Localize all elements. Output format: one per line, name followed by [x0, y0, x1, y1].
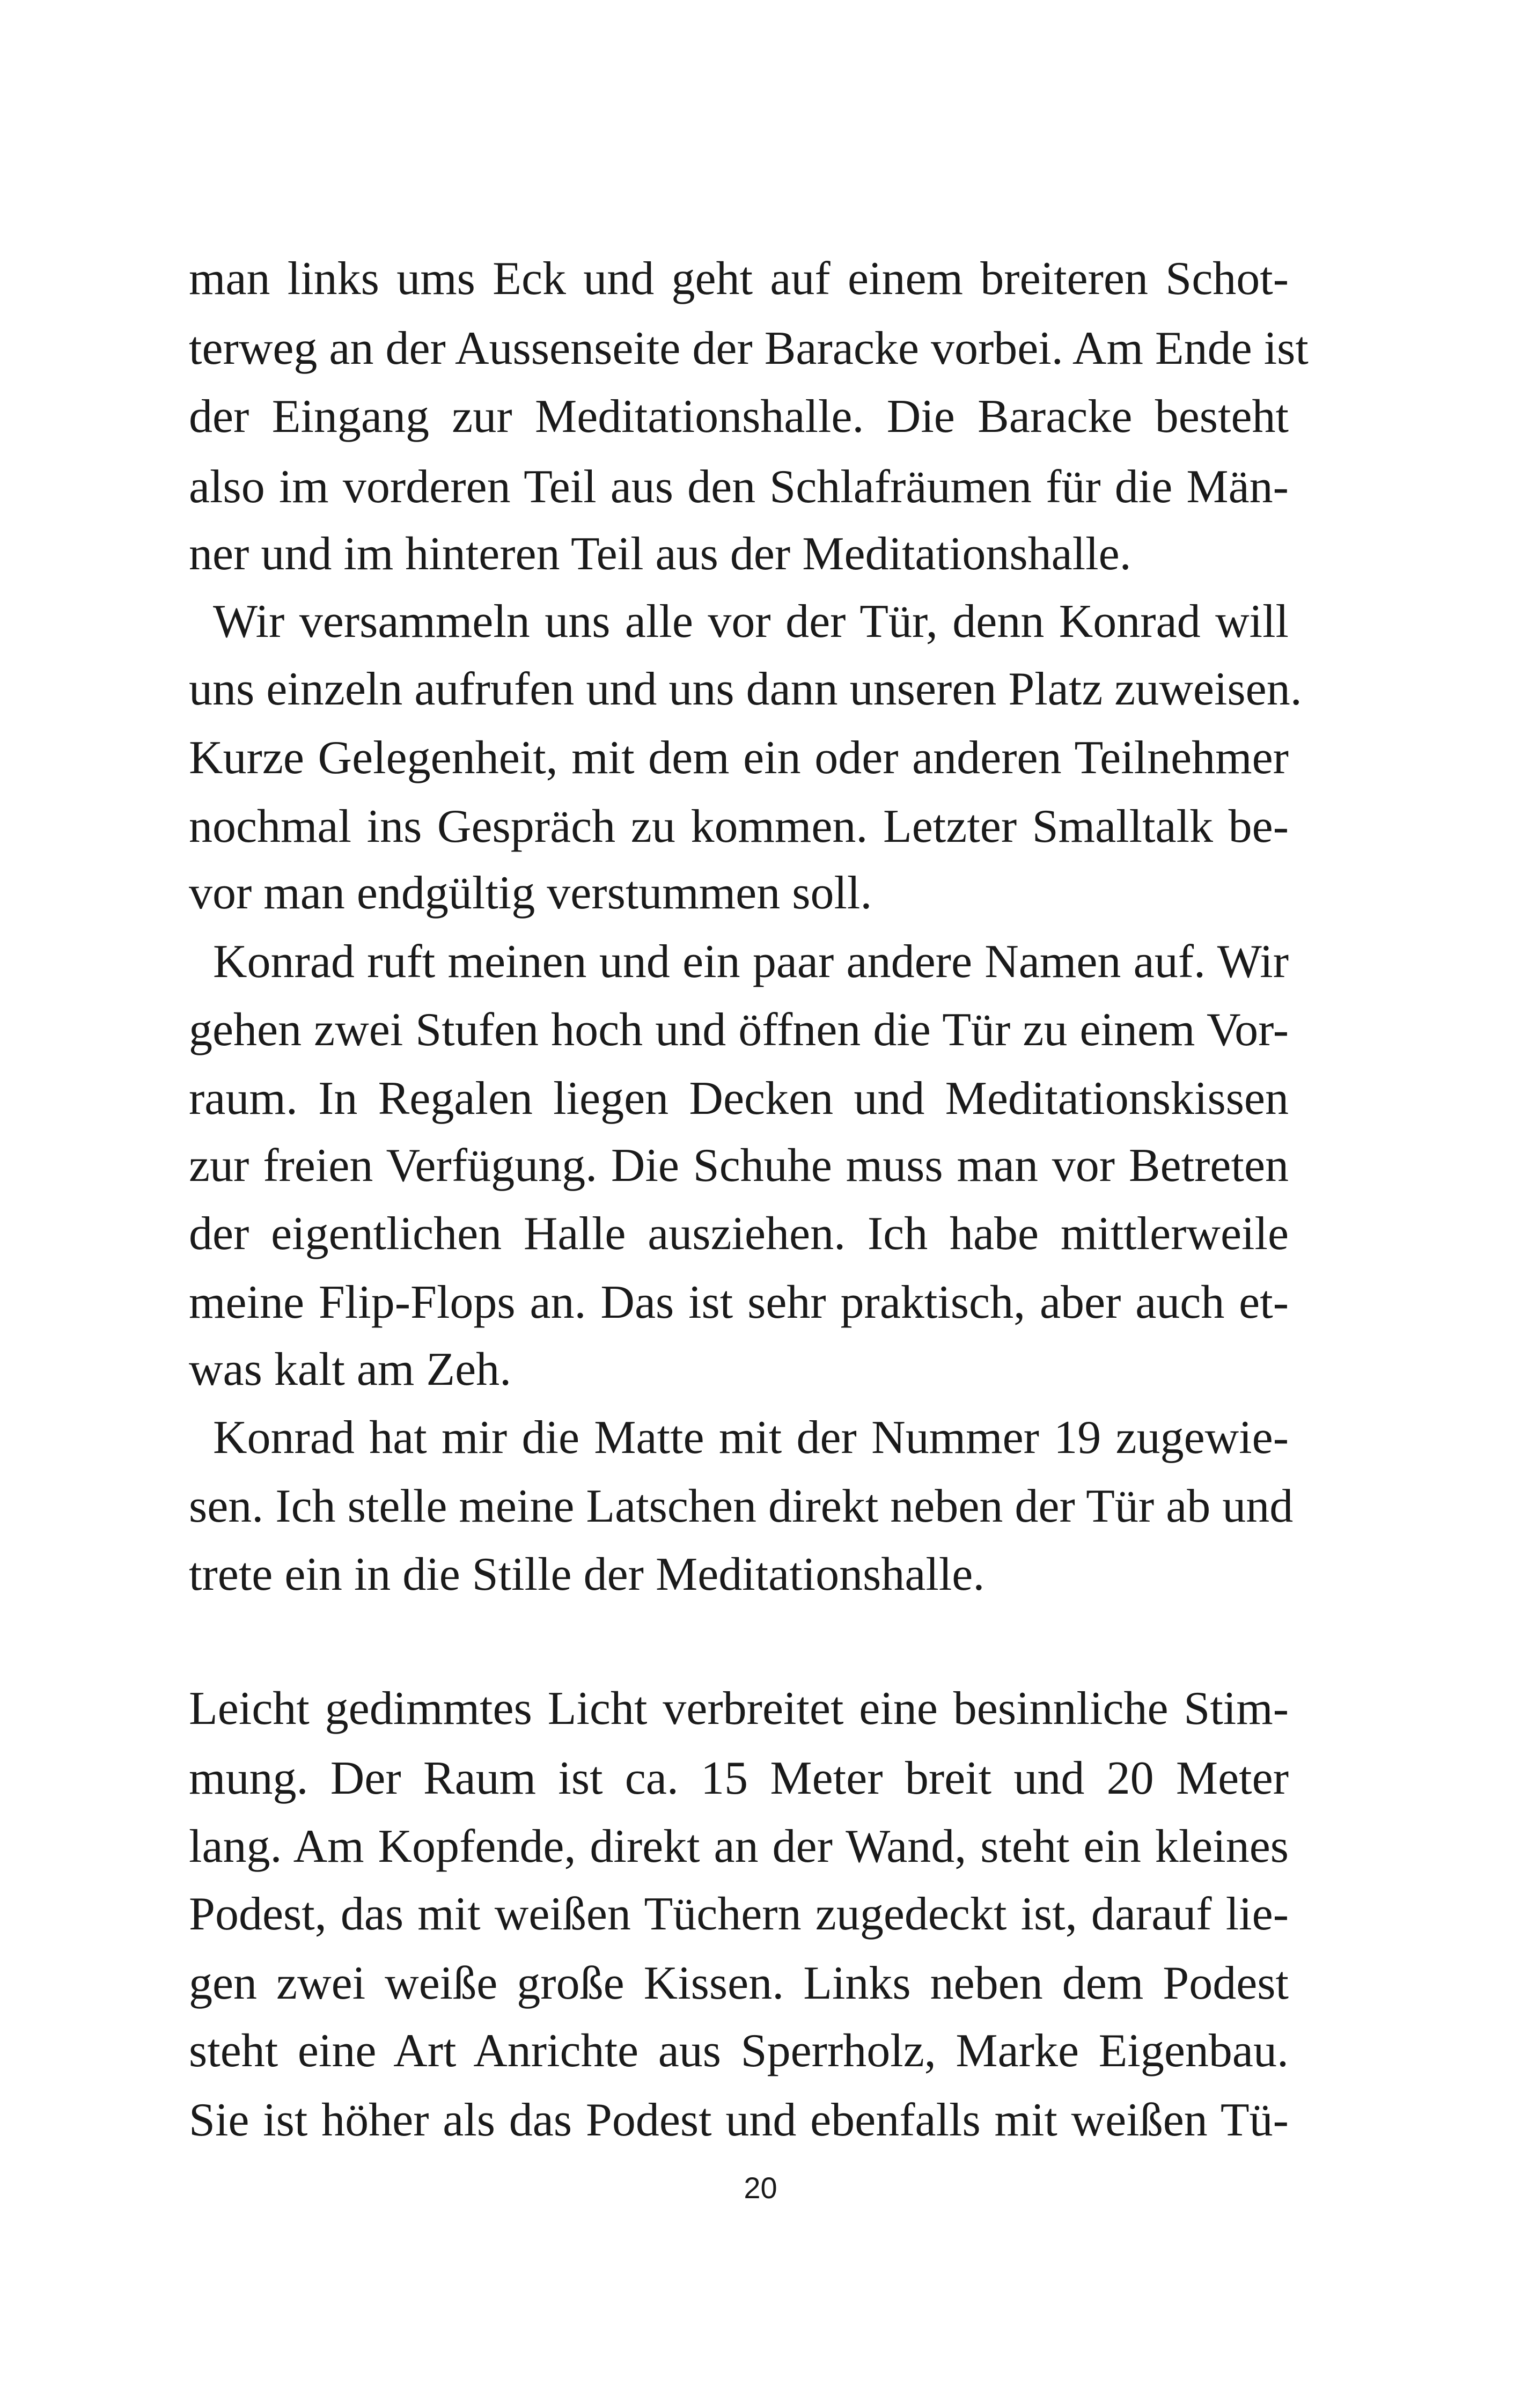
text-line: steht eine Art Anrichte aus Sperrholz, Marke Eigenbau.: [189, 2025, 1289, 2077]
page-number: 20: [744, 2171, 777, 2205]
text-line: sen. Ich stelle meine Latschen direkt neben der Tür ab und: [189, 1480, 1294, 1532]
text-line: vor man endgültig verstummen soll.: [189, 867, 872, 919]
text-line: ner und im hinteren Teil aus der Meditationshalle.: [189, 528, 1131, 580]
text-line: Wir versammeln uns alle vor der Tür, denn Konrad will: [213, 596, 1289, 648]
text-line: Konrad hat mir die Matte mit der Nummer 19 zugewie-: [213, 1412, 1289, 1464]
text-line: Podest, das mit weißen Tüchern zugedeckt ist, darauf lie-: [189, 1888, 1289, 1940]
text-line: was kalt am Zeh.: [189, 1344, 512, 1396]
text-line: lang. Am Kopfende, direkt an der Wand, steht ein kleines: [189, 1820, 1289, 1873]
text-line: man links ums Eck und geht auf einem breiteren Schot-: [189, 253, 1289, 305]
text-line: meine Flip-Flops an. Das ist sehr praktisch, aber auch et-: [189, 1276, 1289, 1328]
text-line: gen zwei weiße große Kissen. Links neben dem Podest: [189, 1957, 1289, 2009]
text-line: Leicht gedimmtes Licht verbreitet eine besinnliche Stim-: [189, 1683, 1289, 1735]
text-line: gehen zwei Stufen hoch und öffnen die Tür zu einem Vor-: [189, 1004, 1289, 1056]
text-line: raum. In Regalen liegen Decken und Meditationskissen: [189, 1073, 1289, 1125]
text-line: uns einzeln aufrufen und uns dann unseren Platz zuweisen.: [189, 663, 1302, 715]
text-line: zur freien Verfügung. Die Schuhe muss man vor Betreten: [189, 1140, 1289, 1192]
text-line: der eigentlichen Halle ausziehen. Ich habe mittlerweile: [189, 1208, 1289, 1260]
text-line: also im vorderen Teil aus den Schlafräumen für die Män-: [189, 461, 1289, 513]
text-line: mung. Der Raum ist ca. 15 Meter breit und 20 Meter: [189, 1752, 1289, 1804]
text-line: Konrad ruft meinen und ein paar andere Namen auf. Wir: [213, 936, 1289, 988]
text-line: trete ein in die Stille der Meditationshalle.: [189, 1548, 985, 1601]
text-line: Sie ist höher als das Podest und ebenfalls mit weißen Tü-: [189, 2094, 1289, 2146]
text-line: terweg an der Aussenseite der Baracke vorbei. Am Ende ist: [189, 322, 1309, 375]
text-line: der Eingang zur Meditationshalle. Die Baracke besteht: [189, 391, 1289, 443]
text-line: Kurze Gelegenheit, mit dem ein oder anderen Teilnehmer: [189, 732, 1289, 784]
text-line: nochmal ins Gespräch zu kommen. Letzter Smalltalk be-: [189, 801, 1289, 853]
